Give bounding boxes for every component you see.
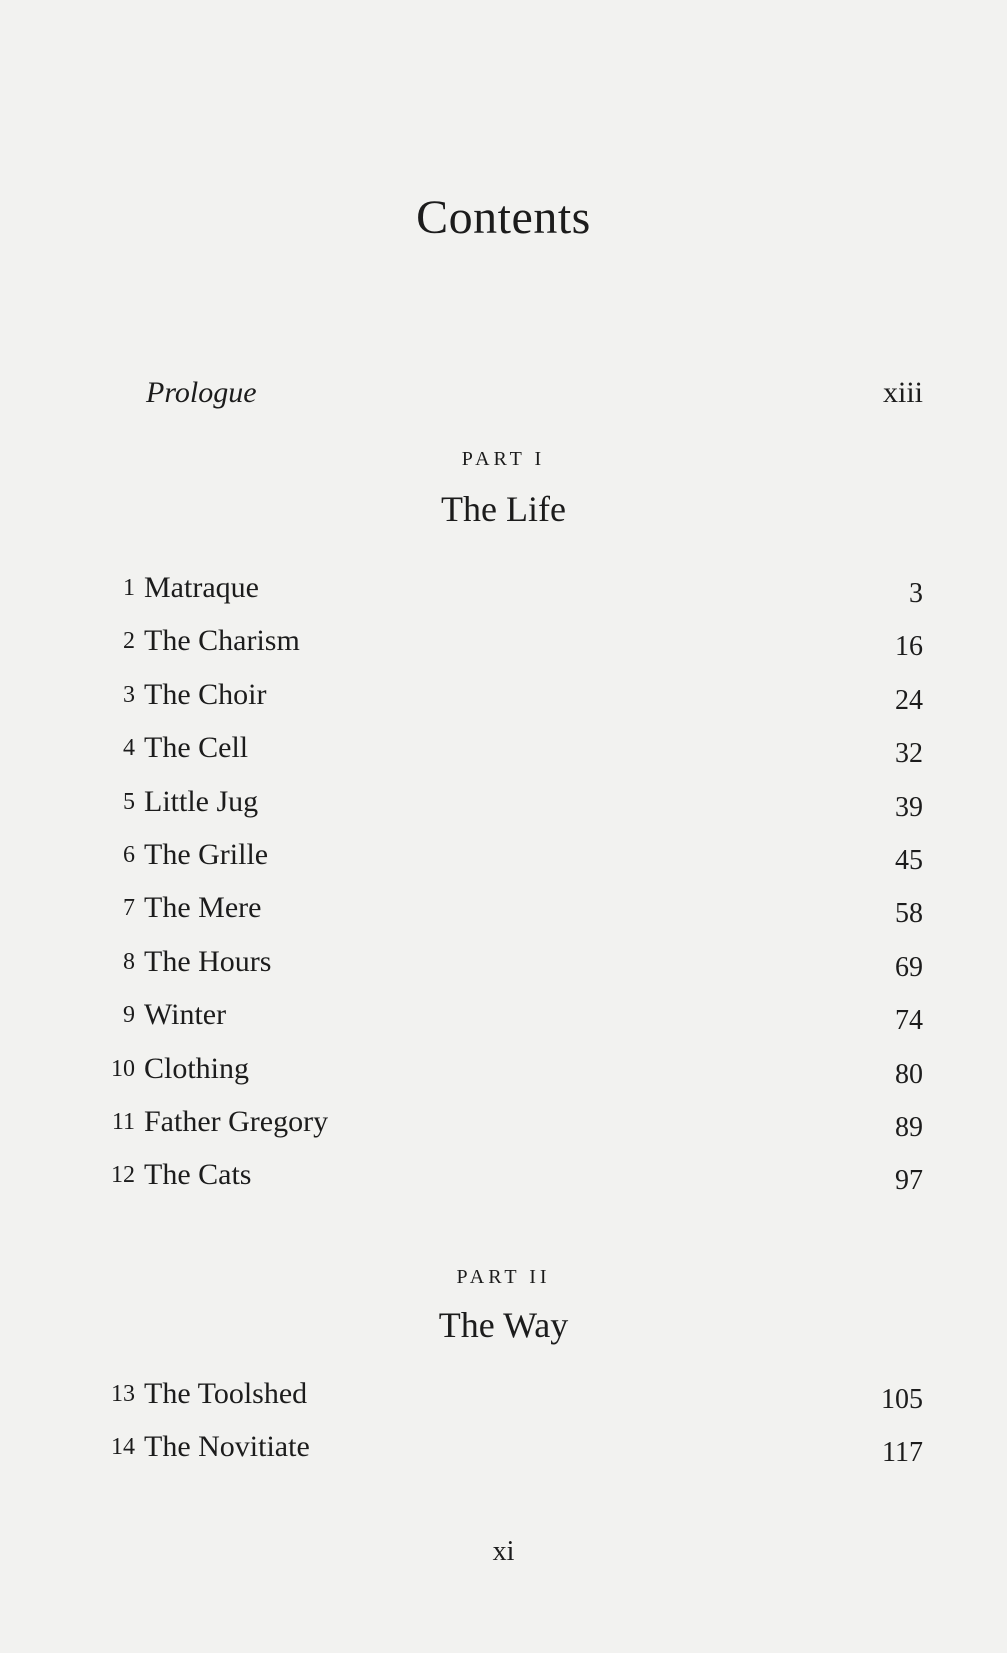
prologue-page-number: xiii (882, 376, 923, 409)
chapter-title: The Choir (144, 677, 267, 711)
chapter-page: 69 (895, 951, 923, 983)
part-1-title: The Life (441, 489, 566, 529)
chapter-number: 8 (123, 948, 135, 975)
chapter-number: 6 (123, 841, 135, 868)
chapter-title: The Novitiate (144, 1430, 310, 1464)
chapter-title: The Mere (144, 891, 262, 925)
toc-entry[interactable] (0, 888, 1007, 941)
toc-entry[interactable] (0, 1102, 1007, 1155)
toc-entry[interactable] (0, 568, 1007, 621)
chapter-page: 45 (895, 844, 923, 876)
chapter-page: 117 (882, 1437, 923, 1469)
page-title: Contents (416, 191, 591, 244)
chapter-title: The Grille (144, 837, 269, 871)
toc-entry[interactable] (0, 728, 1007, 781)
toc-entry[interactable] (0, 942, 1007, 995)
chapter-number: 12 (111, 1162, 135, 1189)
chapter-number: 10 (111, 1055, 135, 1082)
chapter-number: 9 (123, 1002, 135, 1029)
part-2-label: PART II (456, 1266, 551, 1288)
toc-entry[interactable] (0, 1374, 1007, 1427)
chapter-page: 39 (895, 791, 923, 823)
chapter-number: 13 (111, 1381, 135, 1407)
chapter-number: 5 (123, 788, 135, 815)
part-1-entries (0, 568, 1007, 1209)
part-1-label: PART I (461, 448, 546, 470)
chapter-title: Father Gregory (144, 1104, 329, 1138)
chapter-title: The Cats (144, 1158, 252, 1192)
chapter-number: 7 (123, 895, 135, 922)
chapter-page: 89 (895, 1111, 923, 1143)
chapter-title: Little Jug (144, 784, 259, 818)
chapter-number: 1 (123, 575, 135, 601)
chapter-number: 3 (123, 681, 135, 708)
chapter-page: 80 (895, 1058, 923, 1090)
part-2-entries (0, 1374, 1007, 1481)
prologue-entry[interactable] (0, 376, 1007, 416)
chapter-page: 74 (895, 1005, 923, 1037)
chapter-page: 105 (881, 1384, 923, 1415)
chapter-number: 11 (111, 1108, 135, 1135)
chapter-title: The Cell (144, 731, 249, 765)
toc-entry[interactable] (0, 1427, 1007, 1480)
prologue-label: Prologue (146, 376, 257, 409)
toc-entry[interactable] (0, 621, 1007, 674)
chapter-title: The Hours (144, 944, 272, 978)
toc-entry[interactable] (0, 1049, 1007, 1102)
toc-entry[interactable] (0, 995, 1007, 1048)
chapter-number: 4 (123, 735, 135, 762)
chapter-page: 58 (895, 898, 923, 930)
chapter-title: Winter (144, 998, 227, 1032)
chapter-title: Matraque (144, 571, 259, 604)
page-folio: xi (492, 1536, 515, 1567)
chapter-title: The Charism (144, 624, 300, 658)
chapter-number: 2 (123, 628, 135, 655)
part-2-title: The Way (438, 1305, 569, 1345)
chapter-number: 14 (111, 1434, 135, 1461)
chapter-page: 3 (909, 578, 923, 609)
chapter-title: The Toolshed (144, 1377, 308, 1410)
toc-entry[interactable] (0, 835, 1007, 888)
chapter-page: 97 (895, 1165, 923, 1197)
toc-entry[interactable] (0, 1155, 1007, 1208)
chapter-page: 16 (895, 631, 923, 663)
toc-entry[interactable] (0, 675, 1007, 728)
chapter-page: 24 (895, 684, 923, 716)
chapter-title: Clothing (144, 1051, 250, 1085)
toc-entry[interactable] (0, 782, 1007, 835)
chapter-page: 32 (895, 738, 923, 770)
